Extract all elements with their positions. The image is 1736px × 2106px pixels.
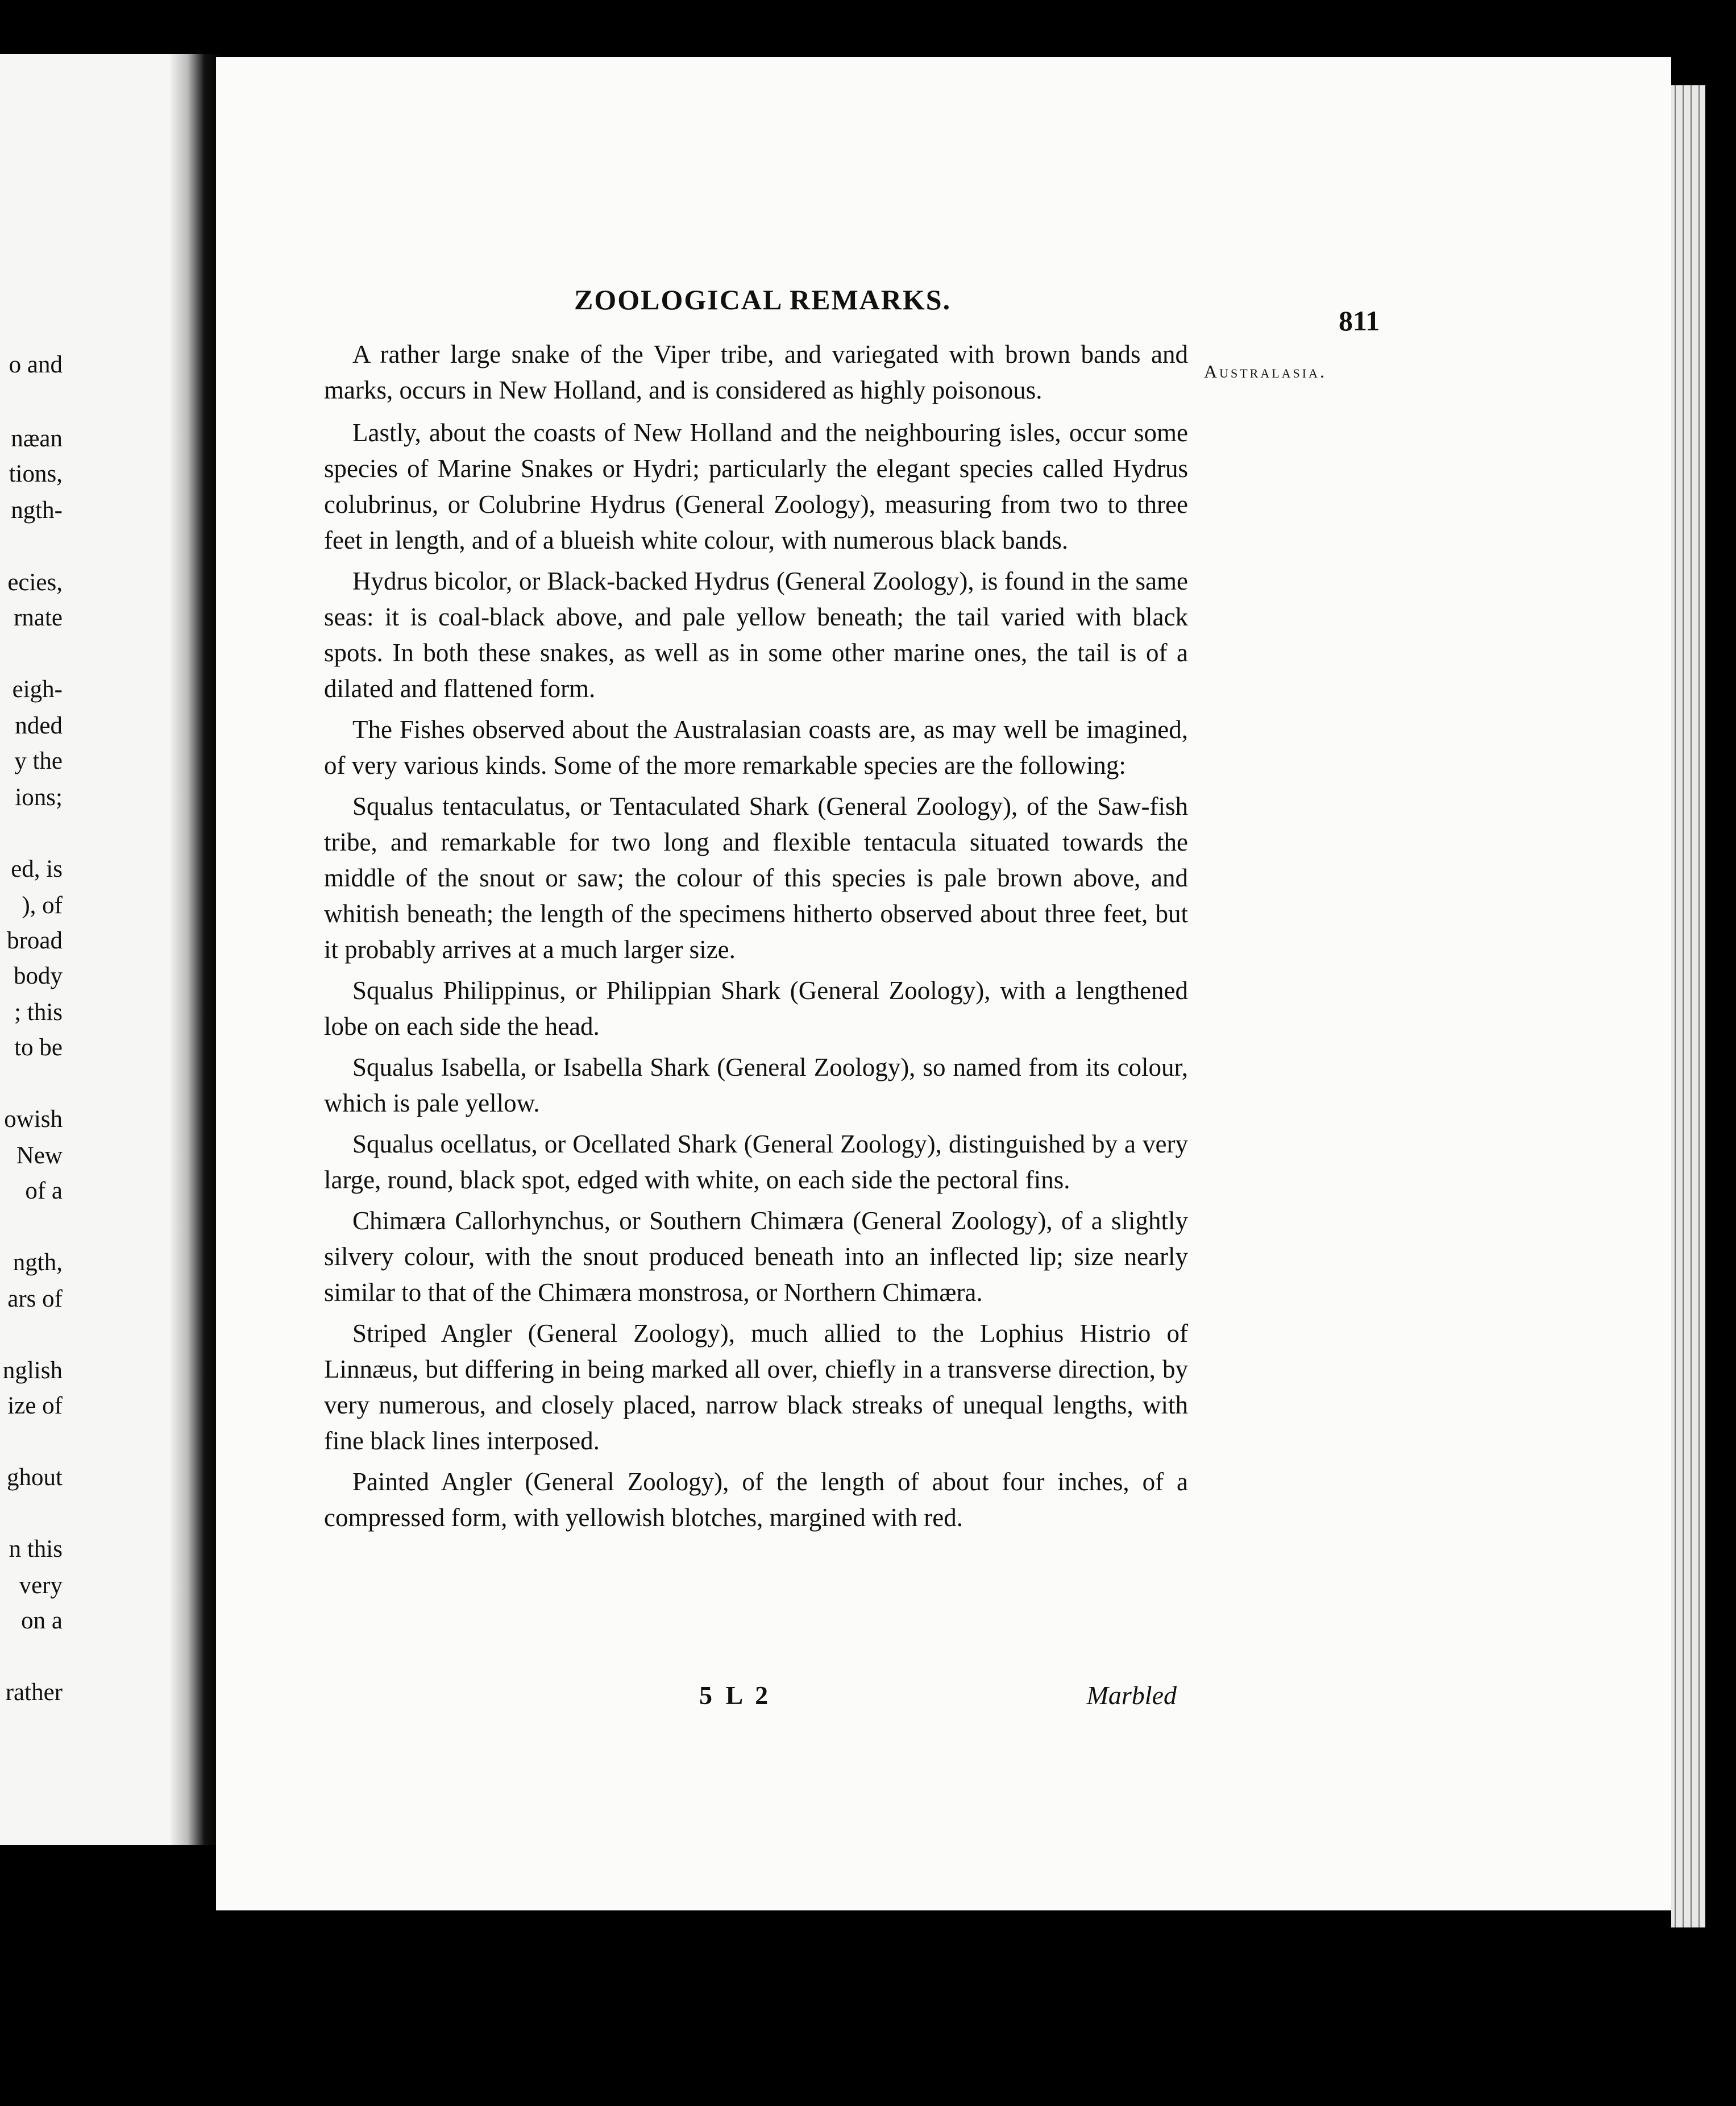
paragraph: Squalus ocellatus, or Ocellated Shark (General Zoology), distinguished by a very large, round, black spot, edged with white, on each side the pectoral fins. xyxy=(324,1130,1188,1194)
left-line-fragment: of a xyxy=(25,1178,63,1204)
left-line-fragment: ; this xyxy=(14,999,63,1026)
paragraph: Lastly, about the coasts of New Holland and the neighbouring isles, occur some species of Marine Snakes or Hydri; particularly the elegant species called Hydrus colubrinus, or Colubrine Hydrus (General Zoology), measuring from two to three feet in length, and of a blueish white colour, with numerous black bands. xyxy=(324,418,1188,554)
left-line-fragment: ghout xyxy=(7,1464,63,1491)
left-line-fragment: ngth- xyxy=(11,497,63,524)
page-footer xyxy=(324,1680,1177,1720)
book-gutter xyxy=(171,54,222,1845)
left-line-fragment: to be xyxy=(14,1034,63,1061)
left-line-fragment: ), of xyxy=(22,892,63,919)
paragraph: Squalus Isabella, or Isabella Shark (General Zoology), so named from its colour, which is pale yellow. xyxy=(324,1053,1188,1117)
body-text xyxy=(324,337,1188,1541)
left-line-fragment: n this xyxy=(9,1536,63,1562)
left-line-fragment: owish xyxy=(4,1106,63,1133)
left-line-fragment: New xyxy=(16,1142,63,1169)
left-line-fragment: ions; xyxy=(15,784,63,811)
left-line-fragment: on a xyxy=(21,1607,63,1634)
left-line-fragment: y the xyxy=(14,748,63,774)
paragraph: Hydrus bicolor, or Black-backed Hydrus (General Zoology), is found in the same seas: it is coal-black above, and pale yellow beneath; the tail varied with black spots. In both these snakes, as well as in some other marine ones, the tail is of a dilated and flattened form. xyxy=(324,567,1188,703)
paragraph: Striped Angler (General Zoology), much allied to the Lophius Histrio of Linnæus, but differing in being marked all over, chiefly in a transverse direction, by very numerous, and closely placed, narrow black streaks of unequal lengths, with fine black lines interposed. xyxy=(324,1319,1188,1455)
left-line-fragment: næan xyxy=(11,425,63,452)
left-facing-page xyxy=(0,54,171,1845)
page-edges xyxy=(1671,85,1705,1927)
left-line-fragment: rather xyxy=(5,1679,63,1706)
left-line-fragment: ize of xyxy=(7,1392,63,1419)
printer-signature: 5 L 2 xyxy=(699,1681,772,1710)
left-line-fragment: nglish xyxy=(2,1357,63,1384)
left-line-fragment: o and xyxy=(9,351,63,378)
paragraph: The Fishes observed about the Australasian coasts are, as may well be imagined, of very various kinds. Some of the more remarkable species are the following: xyxy=(324,715,1188,780)
marginal-note: Australasia. xyxy=(1204,361,1327,382)
left-line-fragment: very xyxy=(19,1572,63,1599)
left-line-fragment: ngth, xyxy=(13,1249,63,1276)
left-line-fragment: ecies, xyxy=(7,569,63,596)
left-line-fragment: ars of xyxy=(7,1286,63,1312)
paragraph: A rather large snake of the Viper tribe, and variegated with brown bands and marks, occurs in New Holland, and is considered as highly poisonous. xyxy=(324,340,1188,404)
running-header: ZOOLOGICAL REMARKS. xyxy=(574,284,952,316)
left-line-fragment: nded xyxy=(15,712,63,739)
left-line-fragment: eigh- xyxy=(12,676,63,703)
left-line-fragment: ed, is xyxy=(11,856,63,882)
left-line-fragment: body xyxy=(14,963,63,989)
paragraph: Squalus Philippinus, or Philippian Shark (General Zoology), with a lengthened lobe on each side the head. xyxy=(324,976,1188,1040)
page-number: 811 xyxy=(1339,305,1380,337)
paragraph: Squalus tentaculatus, or Tentaculated Shark (General Zoology), of the Saw-fish tribe, and remarkable for two long and flexible tentacula situated towards the middle of the snout or saw; the colour of this species is pale brown above, and whitish beneath; the length of the specimens hitherto observed about three feet, but it probably arrives at a much larger size. xyxy=(324,792,1188,964)
left-line-fragment: rnate xyxy=(14,604,63,631)
left-line-fragment: tions, xyxy=(9,461,63,487)
paragraph: Chimæra Callorhynchus, or Southern Chimæra (General Zoology), of a slightly silvery colour, with the snout produced beneath into an inflected lip; size nearly similar to that of the Chimæra monstrosa, or Northern Chimæra. xyxy=(324,1207,1188,1307)
catchword: Marbled xyxy=(1086,1681,1177,1710)
paragraph: Painted Angler (General Zoology), of the length of about four inches, of a compressed form, with yellowish blotches, margined with red. xyxy=(324,1467,1188,1532)
left-line-fragment: broad xyxy=(7,927,63,954)
